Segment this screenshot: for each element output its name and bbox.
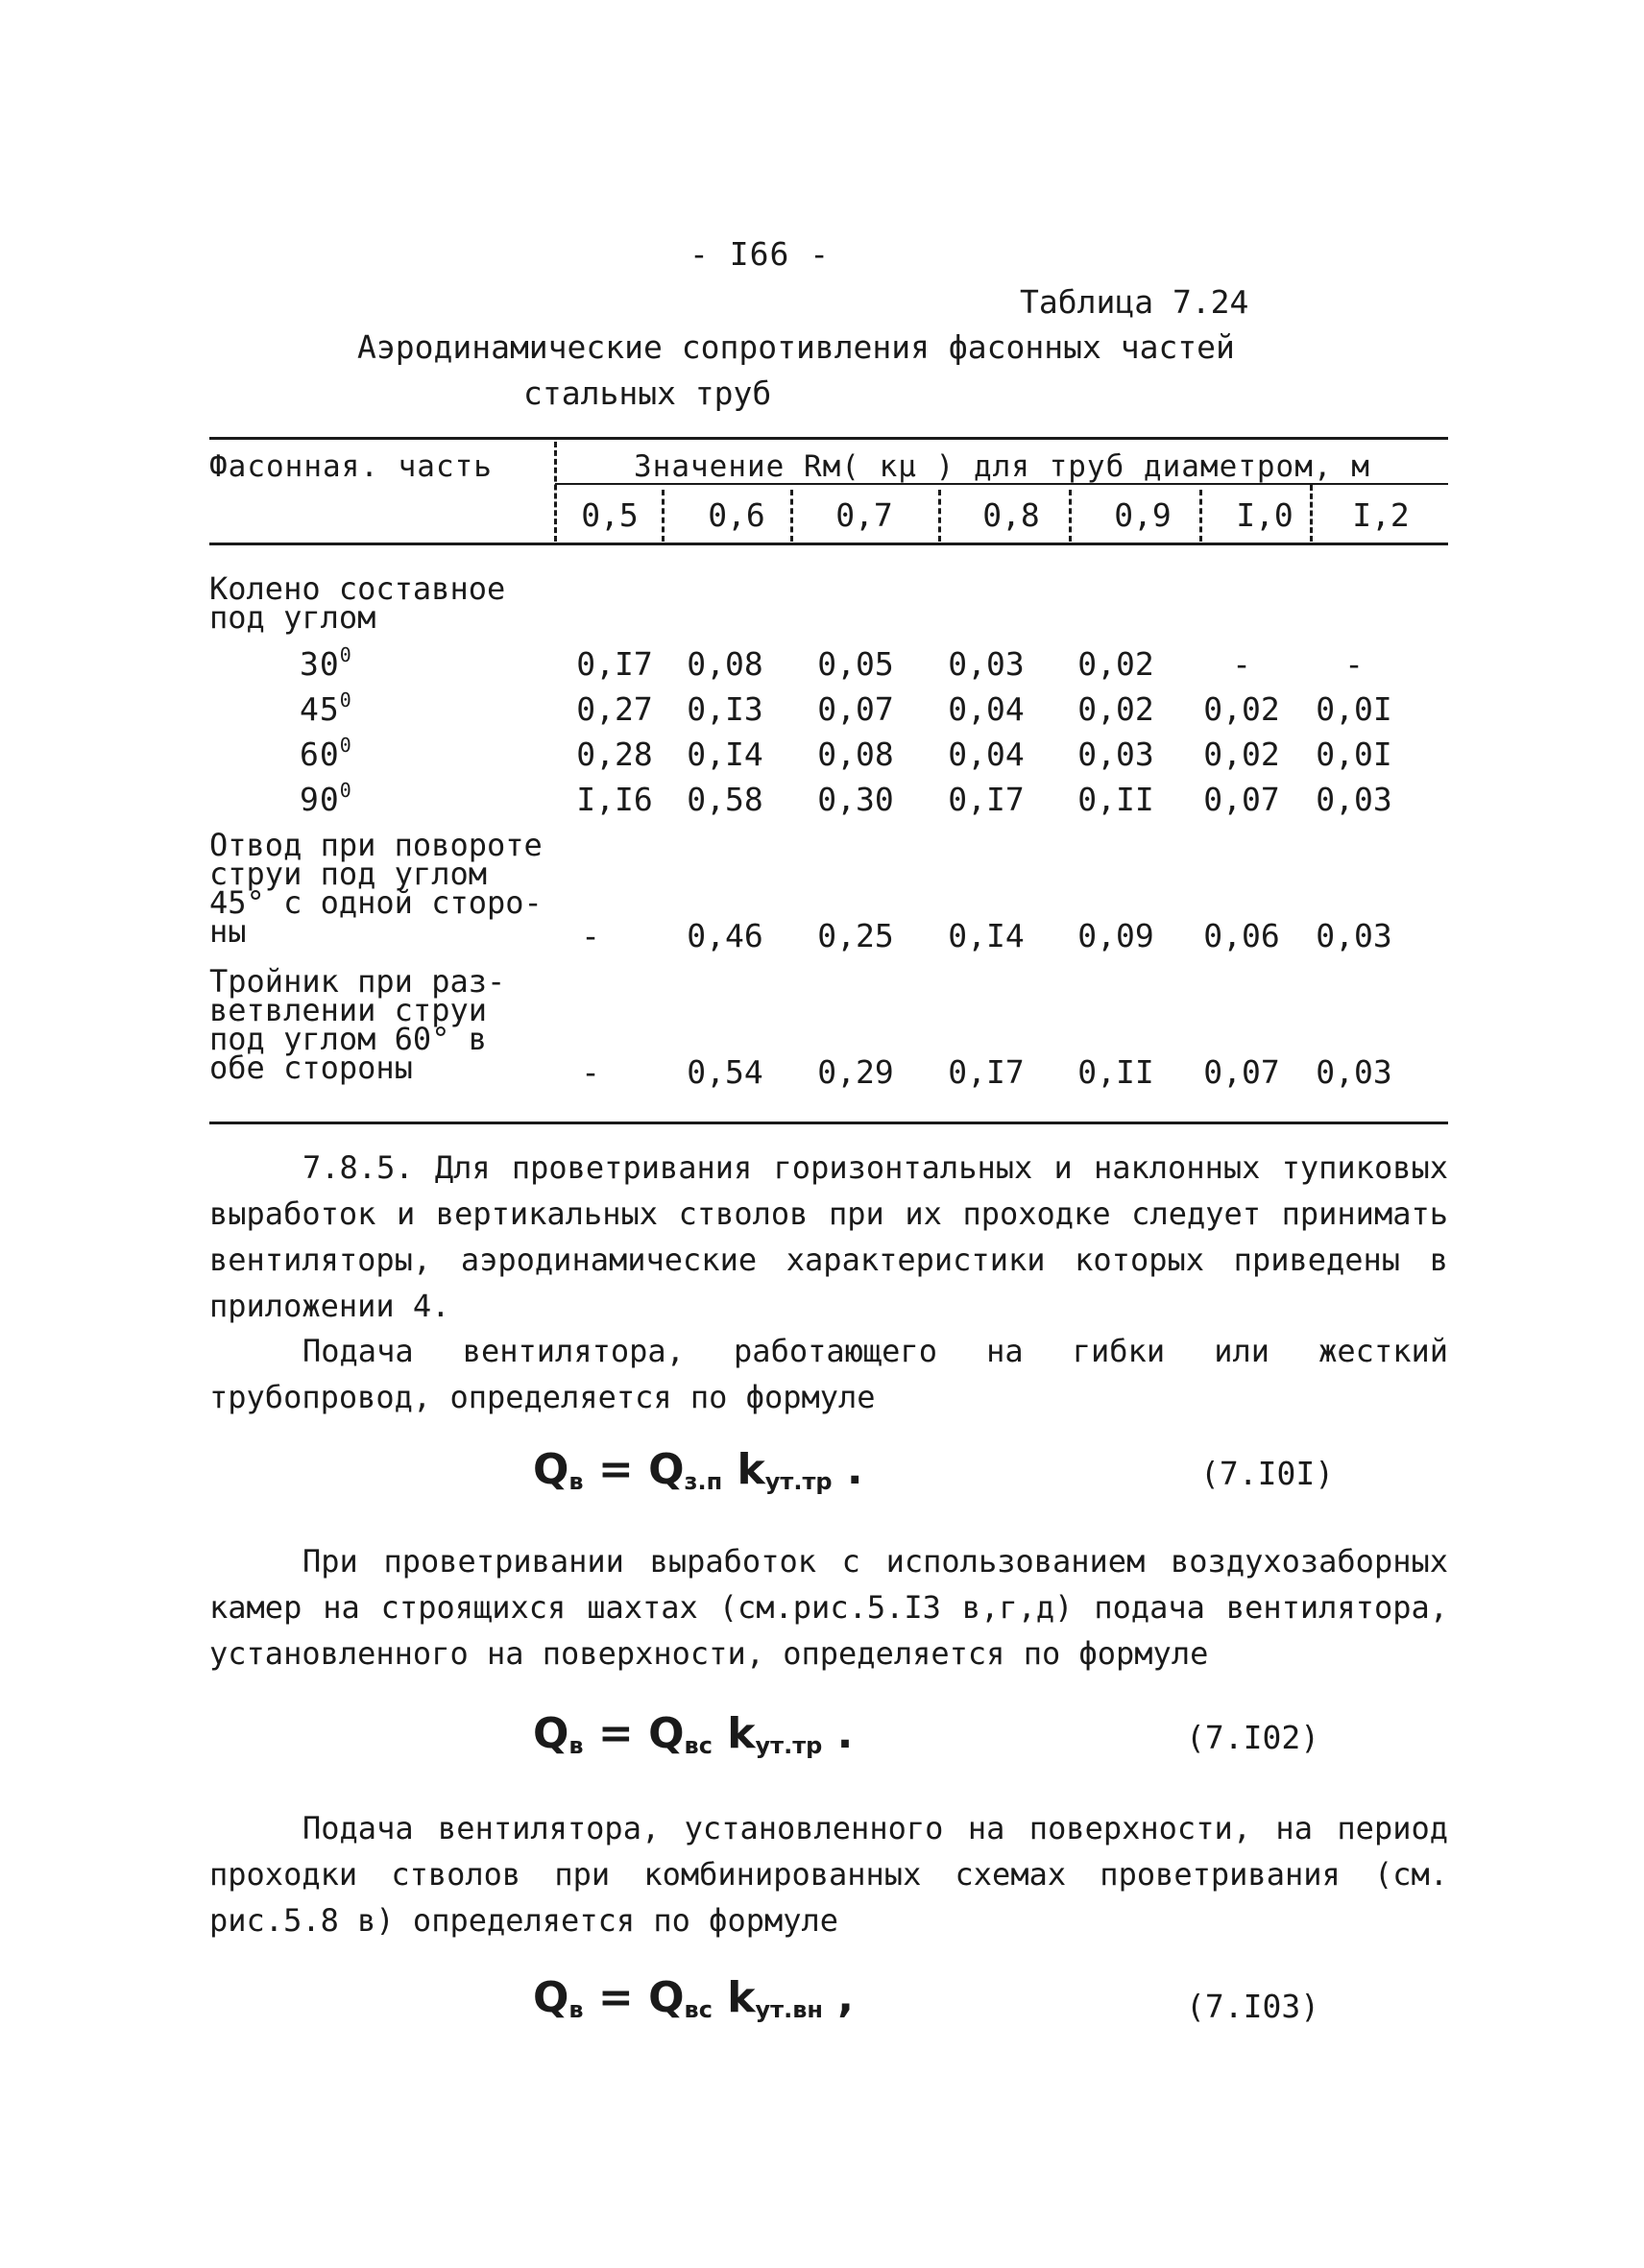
row-label: $30^0$ — [300, 643, 352, 683]
paragraph-7-8-5: 7.8.5. Для проветривания горизонтальных и наклонных тупиковых выработок и вертикальных стволов при их проходке следует принимать вентиляторы, аэродинамические характеристики которых приведены в приложении 4. — [209, 1149, 1448, 1324]
formula-7-102: $Q_в = Q_{вс}$ $k_{ут.тр}$ . — [533, 1709, 854, 1759]
table-title-line1: Аэродинамические сопротивления фасонных частей — [357, 328, 1235, 366]
table-cell: 0,04 — [948, 690, 1025, 728]
table-cell: 0,I7 — [948, 781, 1025, 818]
table-cell: 0,03 — [948, 645, 1025, 683]
header-diameter: 0,8 — [982, 496, 1040, 534]
table-cell: 0,03 — [1316, 781, 1392, 818]
table-cell: 0,07 — [1203, 781, 1280, 818]
header-col-separator — [790, 490, 793, 542]
paragraph-combined-scheme: Подача вентилятора, установленного на поверхности, на период проходки стволов при комбинированных схемах проветривания (см. рис.5.8 в) определяется по формуле — [209, 1810, 1448, 1939]
table-cell: 0,05 — [817, 645, 894, 683]
table-cell: 0,07 — [817, 690, 894, 728]
table-cell: 0,I3 — [687, 690, 763, 728]
section-label-knee: Колено составное под углом — [209, 570, 506, 636]
table-cell: 0,29 — [817, 1053, 894, 1091]
table-cell: 0,03 — [1316, 1053, 1392, 1091]
table-cell: 0,04 — [948, 736, 1025, 773]
header-diameter: 0,6 — [708, 496, 765, 534]
header-col-separator — [1069, 490, 1072, 542]
header-part: Фасонная. часть — [209, 449, 493, 484]
table-cell: 0,28 — [576, 736, 653, 773]
table-cell: 0,02 — [1077, 645, 1154, 683]
row-label-bend: Отвод при повороте струи под углом 45° с одной сторо- ны — [209, 827, 543, 950]
table-header-bottom-rule — [209, 543, 1448, 545]
header-col-separator — [938, 490, 941, 542]
table-cell: - — [1232, 645, 1251, 683]
table-cell: 0,06 — [1203, 917, 1280, 954]
header-diameter: I,0 — [1236, 496, 1293, 534]
formula-7-101: $Q_в = Q_{з.п}$ $k_{ут.тр}$ . — [533, 1445, 863, 1495]
table-cell: 0,I7 — [948, 1053, 1025, 1091]
equation-number: (7.I0I) — [1200, 1455, 1335, 1492]
table-cell: 0,25 — [817, 917, 894, 954]
row-label: $90^0$ — [300, 779, 352, 818]
equation-number: (7.I02) — [1186, 1719, 1320, 1756]
table-cell: 0,I4 — [687, 736, 763, 773]
paragraph-air-intake: При проветривании выработок с использованием воздухозаборных камер на строящихся шахтах (см.рис.5.I3 в,г,д) подача вентилятора, установленного на поверхности, определяется по формуле — [209, 1543, 1448, 1672]
equation-number: (7.I03) — [1186, 1988, 1320, 2025]
table-cell: 0,02 — [1203, 690, 1280, 728]
table-cell: 0,09 — [1077, 917, 1154, 954]
table-cell: 0,30 — [817, 781, 894, 818]
header-group: Значение Rм( кµ ) для труб диаметром, м — [634, 449, 1370, 484]
table-label: Таблица 7.24 — [1020, 283, 1249, 321]
table-cell: - — [1344, 645, 1364, 683]
paragraph-fan-supply: Подача вентилятора, работающего на гибки или жесткий трубопровод, определяется по формуле — [209, 1333, 1448, 1415]
header-diameter: 0,9 — [1114, 496, 1172, 534]
row-label: $45^0$ — [300, 688, 352, 728]
table-cell: 0,08 — [687, 645, 763, 683]
table-cell: 0,I4 — [948, 917, 1025, 954]
table-cell: 0,I7 — [576, 645, 653, 683]
table-bottom-rule — [209, 1122, 1448, 1124]
table-cell: 0,0I — [1316, 736, 1392, 773]
table-cell: 0,58 — [687, 781, 763, 818]
header-diameter: I,2 — [1352, 496, 1410, 534]
table-top-rule — [209, 437, 1448, 440]
table-cell: I,I6 — [576, 781, 653, 818]
table-cell: 0,54 — [687, 1053, 763, 1091]
page-number: - I66 - — [689, 235, 831, 273]
row-label-tee: Тройник при раз- ветвлении струи под углом 60° в обе стороны — [209, 963, 506, 1086]
table-cell: 0,07 — [1203, 1053, 1280, 1091]
table-cell: - — [581, 1053, 600, 1091]
row-label: $60^0$ — [300, 734, 352, 773]
table-cell: 0,0I — [1316, 690, 1392, 728]
table-cell: 0,03 — [1077, 736, 1154, 773]
table-cell: - — [581, 917, 600, 954]
table-cell: 0,08 — [817, 736, 894, 773]
header-col-separator — [1199, 490, 1202, 542]
table-cell: 0,II — [1077, 1053, 1154, 1091]
table-cell: 0,II — [1077, 781, 1154, 818]
header-diameter: 0,7 — [835, 496, 893, 534]
table-cell: 0,02 — [1077, 690, 1154, 728]
header-diameter: 0,5 — [581, 496, 639, 534]
table-cell: 0,27 — [576, 690, 653, 728]
formula-7-103: $Q_в = Q_{вс}$ $k_{ут.вн}$ , — [533, 1973, 855, 2023]
table-title-line2: стальных труб — [523, 374, 772, 412]
table-cell: 0,02 — [1203, 736, 1280, 773]
table-cell: 0,03 — [1316, 917, 1392, 954]
table-cell: 0,46 — [687, 917, 763, 954]
